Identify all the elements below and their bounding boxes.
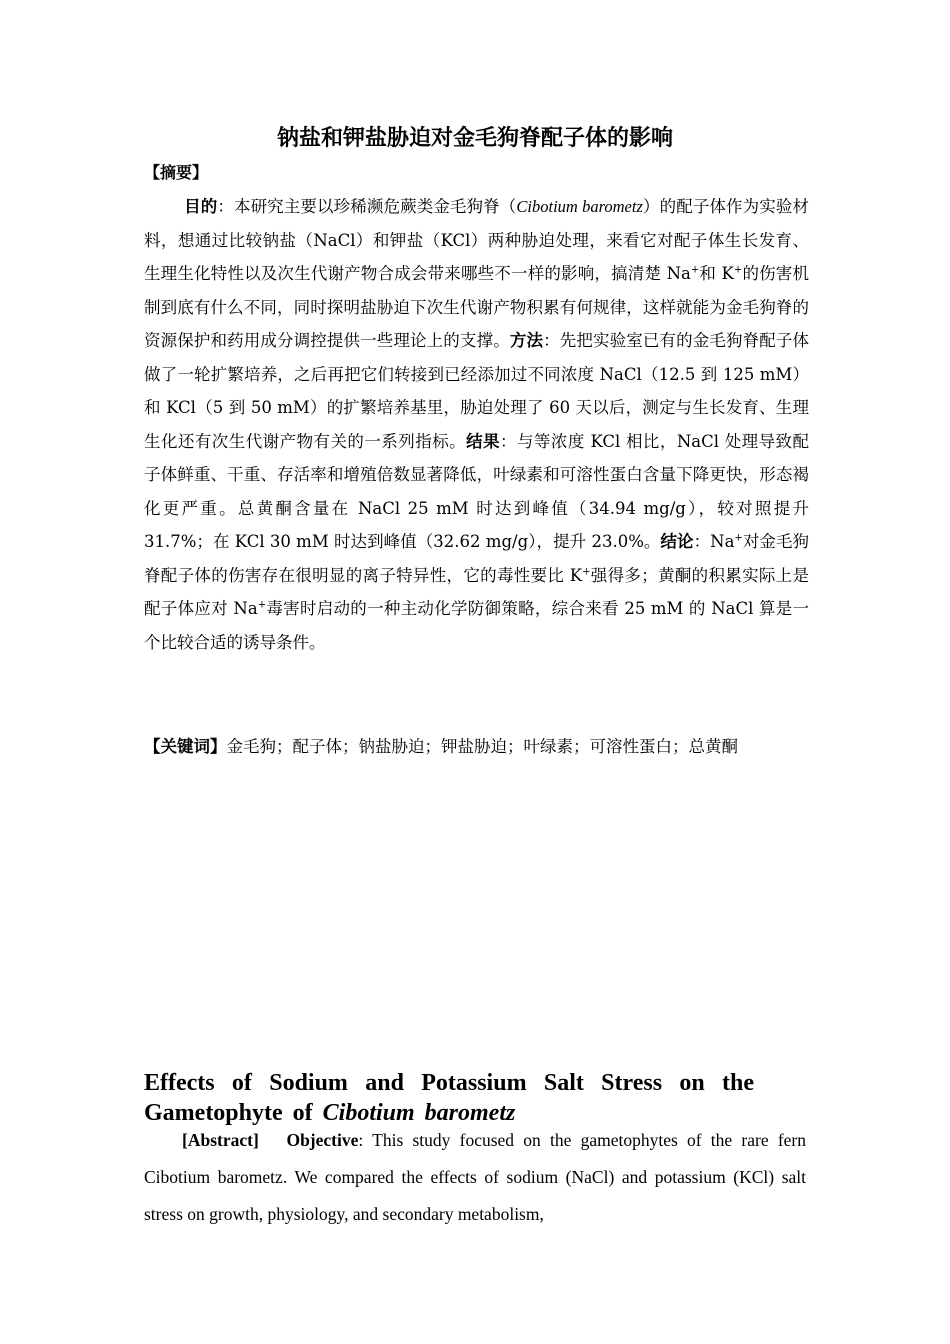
conclusion-text: ：Na [693, 532, 735, 551]
objective-text-k: 和 K [699, 264, 734, 283]
conclusion-text-cont: 对金毛狗脊配子体的伤害存在很明显的离子特异性，它的毒性要比 K [144, 532, 810, 585]
en-title-species: Cibotium barometz [322, 1100, 516, 1126]
superscript-plus: + [257, 599, 267, 611]
keywords-label: 【关键词】 [144, 737, 227, 756]
objective-text-cont: ）的配子体作为实验材料，想通过比较钠盐（NaCl）和钾盐（KCl）两种胁迫处理，来看它对配子体生长发育、生理生化特性以及次生代谢产物合成会带来哪些不一样的影响，搞清楚 Na [144, 197, 810, 283]
cn-keywords [144, 736, 809, 758]
en-title [144, 1068, 754, 1128]
results-text: ：与等浓度 KCl 相比，NaCl 处理导致配子体鲜重、干重、存活率和增殖倍数显著降低，叶绿素和可溶性蛋白含量下降更快，形态褐化更严重。总黄酮含量在 NaCl 25 mM 时达到峰值（34.94 mg/g），较对照提升 31.7%；在 KCl 30 mM 时达到峰值（32.62 mg/g），提升 23.0%。 [144, 431, 810, 551]
results-label: 结果 [466, 431, 501, 451]
cn-abstract [144, 190, 809, 659]
methods-label: 方法 [509, 331, 544, 350]
objective-text-end: 的伤害机制到底有什么不同，同时探明盐胁迫下次生代谢产物积累有何规律，这样就能为金毛狗脊的资源保护和药用成分调控提供一些理论上的支撑。 [144, 264, 809, 350]
cn-title: 钠盐和钾盐胁迫对金毛狗脊配子体的影响 [276, 126, 673, 151]
keywords-text: 金毛狗；配子体；钠盐胁迫；钾盐胁迫；叶绿素；可溶性蛋白；总黄酮 [226, 737, 738, 756]
objective-label: 目的 [184, 197, 218, 216]
en-abstract-text: : This study focused on the gametophytes of the rare fern Cibotium barometz. We compared the effects of sodium (NaCl) and potassium (KCl) salt stress on growth, physiology, and secondary metabolism, [144, 1130, 806, 1224]
superscript-plus: + [733, 264, 743, 276]
methods-text: ：先把实验室已有的金毛狗脊配子体做了一轮扩繁培养，之后再把它们转接到已经添加过不同浓度 NaCl（12.5 到 125 mM）和 KCl（5 到 50 mM）的扩繁培养基里，胁迫处理了 60 天以后，测定与生长发育、生理生化还有次生代谢产物有关的一系列指标。 [144, 331, 810, 451]
superscript-plus: + [582, 566, 591, 577]
en-title-text: Effects of Sodium and Potassium Salt Stress on the Gametophyte of [144, 1070, 754, 1126]
conclusion-label: 结论 [660, 532, 694, 551]
conclusion-text-cont2: 强得多；黄酮的积累实际上是配子体应对 Na [144, 565, 809, 618]
en-objective-label: Objective [286, 1130, 359, 1150]
en-abstract-label: [Abstract] [182, 1130, 259, 1150]
conclusion-text-end: 毒害时启动的一种主动化学防御策略，综合来看 25 mM 的 NaCl 算是一个比较合适的诱导条件。 [144, 599, 809, 652]
superscript-plus: + [734, 532, 743, 544]
species-name: Cibotium barometz [516, 197, 643, 216]
cn-abstract-label: 【摘要】 [144, 163, 209, 182]
en-abstract [144, 1122, 806, 1233]
superscript-plus: + [690, 264, 700, 276]
objective-text: ：本研究主要以珍稀濒危蕨类金毛狗脊（ [217, 197, 517, 216]
